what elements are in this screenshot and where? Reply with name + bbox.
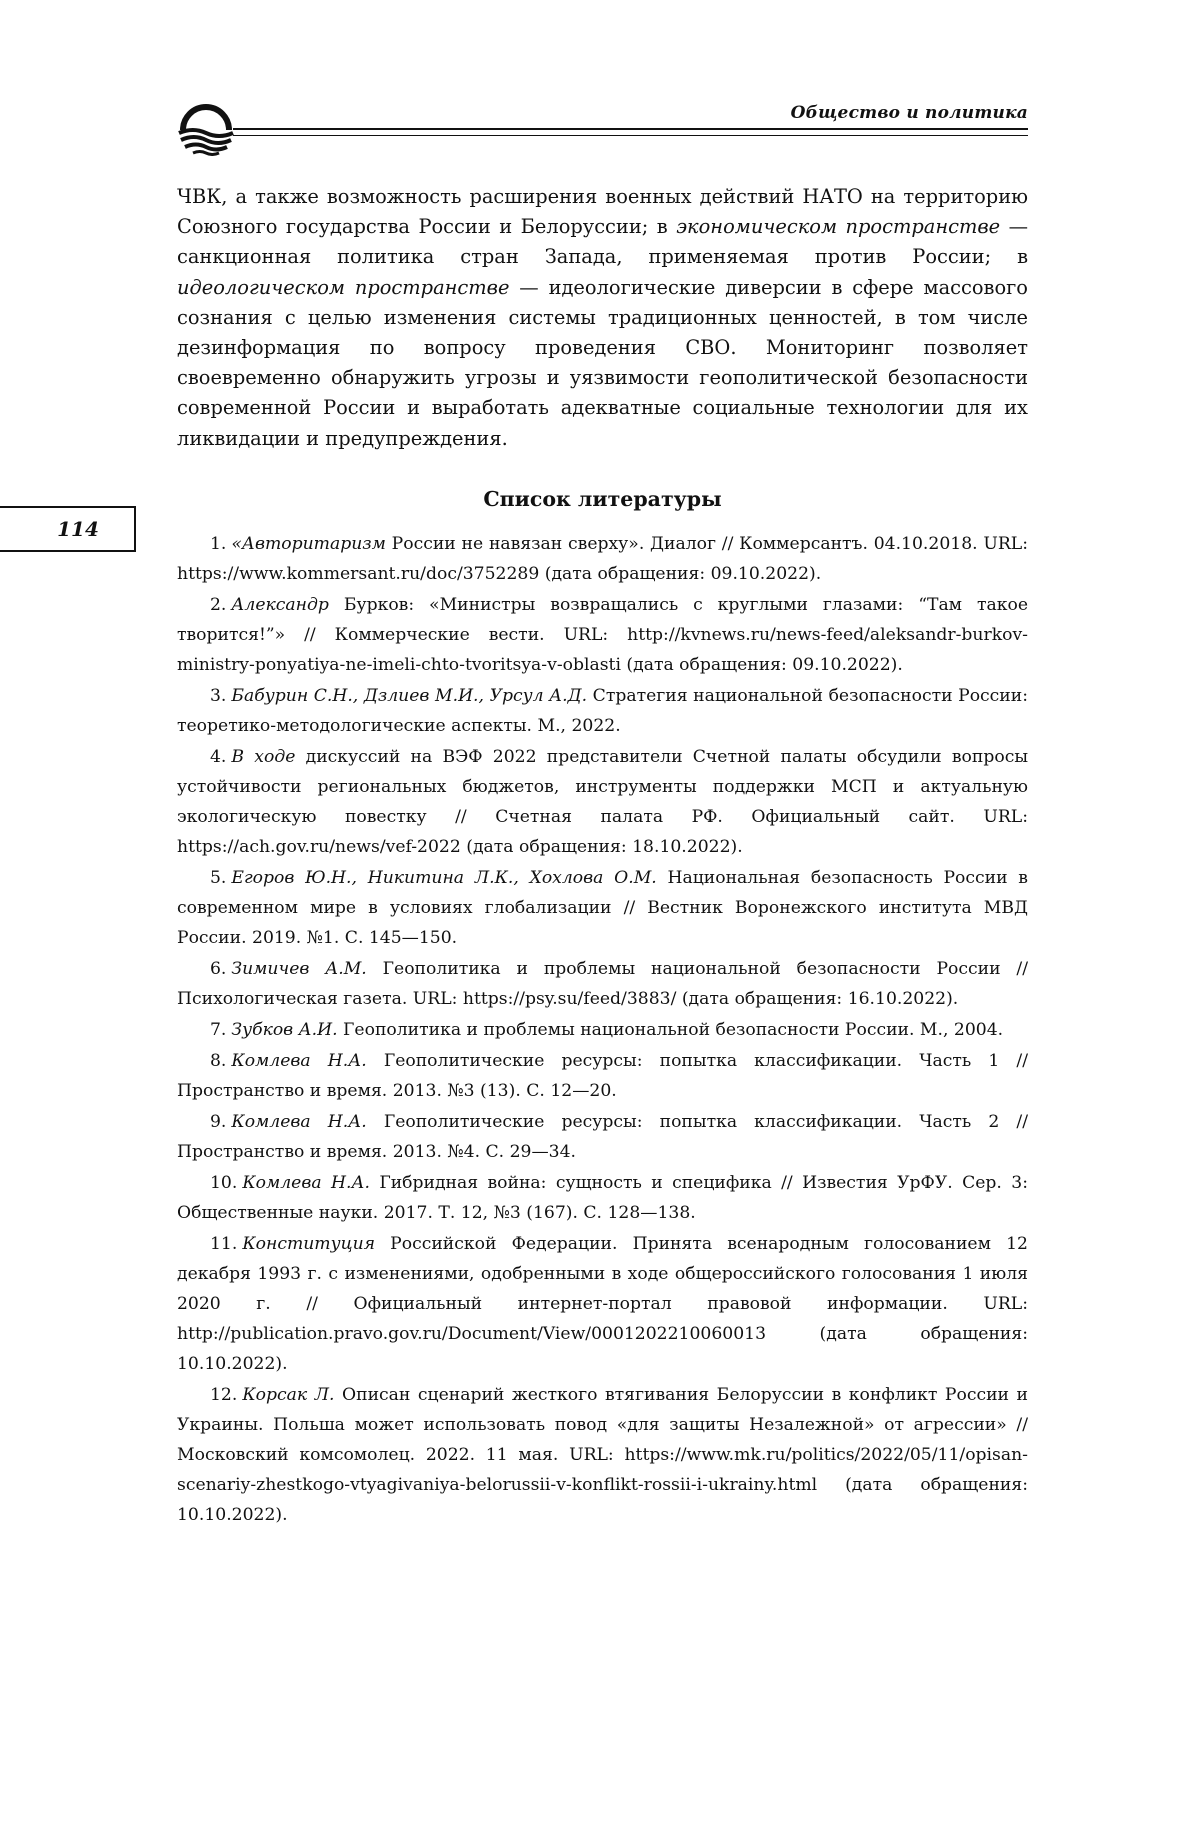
reference-author: Бабурин С.Н., Дзлиев М.И., Урсул А.Д. [231, 685, 588, 706]
body-paragraph [177, 182, 1028, 454]
reference-number: 12. [210, 1384, 238, 1405]
reference-item [177, 681, 1028, 741]
reference-text: дискуссий на ВЭФ 2022 представители Счетной палаты обсудили вопросы устойчивости региональных бюджетов, инструменты поддержки МСП и актуальную экологическую повестку // Счетная палата РФ. Официальный сайт. URL: https://ach.gov.ru/news/vef-2022 (дата обращения: 18.10.2022). [177, 746, 1028, 857]
reference-number: 5. [210, 867, 227, 888]
page-number-tab [0, 506, 136, 552]
reference-author: «Авторитаризм [231, 533, 386, 554]
reference-text: Геополитические ресурсы: попытка классификации. Часть 1 // Пространство и время. 2013. №3 (13). С. 12—20. [177, 1050, 1028, 1101]
page-content [177, 182, 1028, 1531]
header-rule-thin [233, 135, 1028, 136]
reference-text: Стратегия национальной безопасности России: теоретико-методологические аспекты. М., 2022. [177, 685, 1028, 736]
body-text: — санкционная политика стран Запада, применяемая против России; в [177, 215, 1028, 269]
reference-author: Корсак Л. [242, 1384, 335, 1405]
reference-number: 10. [210, 1172, 238, 1193]
references-list [177, 529, 1028, 1530]
reference-text: Российской Федерации. Принята всенародным голосованием 12 декабря 1993 г. с изменениями, одобренными в ходе общероссийского голосования 1 июля 2020 г. // Официальный интернет-портал правовой информации. URL: http://publication.pravo.gov.ru/Document/View/0001202210060013 (дата обращения: 10.10.2022). [177, 1233, 1028, 1374]
reference-text: Геополитика и проблемы национальной безопасности России // Психологическая газета. URL: https://psy.su/feed/3883/ (дата обращения: 16.10.2022). [177, 958, 1028, 1009]
reference-author: Комлева Н.А. [231, 1111, 367, 1132]
reference-author: Егоров Ю.Н., Никитина Л.К., Хохлова О.М. [231, 867, 657, 888]
page-number: 114 [57, 517, 99, 541]
body-text: — идеологические диверсии в сфере массового сознания с целью изменения системы традиционных ценностей, в том числе дезинформация по вопросу проведения СВО. Мониторинг позволяет своевременно обнаружить угрозы и уязвимости геополитической безопасности современной России и выработать адекватные социальные технологии для их ликвидации и предупреждения. [177, 275, 1028, 450]
reference-number: 8. [210, 1050, 227, 1071]
reference-text: Национальная безопасность России в современном мире в условиях глобализации // Вестник Воронежского института МВД России. 2019. №1. С. 145—150. [177, 867, 1028, 948]
reference-author: Зимичев А.М. [231, 958, 367, 979]
reference-author: Александр [231, 594, 329, 615]
reference-number: 4. [210, 746, 227, 767]
reference-number: 6. [210, 958, 227, 979]
reference-text: Геополитические ресурсы: попытка классификации. Часть 2 // Пространство и время. 2013. №4. С. 29—34. [177, 1111, 1028, 1162]
reference-number: 7. [210, 1019, 227, 1040]
reference-text: Описан сценарий жесткого втягивания Белоруссии в конфликт России и Украины. Польша может использовать повод «для защиты Незалежной» от агрессии» // Московский комсомолец. 2022. 11 мая. URL: https://www.mk.ru/politics/2022/05/11/opisan-scenariy-zhestkogo-vtyagivaniya-belorussii-v-konflikt-rossii-i-ukrainy.html (дата обращения: 10.10.2022). [177, 1384, 1029, 1525]
reference-text: России не навязан сверху». Диалог // Коммерсантъ. 04.10.2018. URL: https://www.kommersant.ru/doc/3752289 (дата обращения: 09.10.2022). [177, 533, 1028, 584]
reference-item [177, 863, 1028, 953]
reference-item [177, 529, 1028, 589]
reference-item [177, 1168, 1028, 1228]
reference-item [177, 1380, 1028, 1530]
body-emphasis: идеологическом пространстве [177, 275, 510, 299]
reference-text: Гибридная война: сущность и специфика // Известия УрФУ. Сер. 3: Общественные науки. 2017. Т. 12, №3 (167). С. 128—138. [177, 1172, 1028, 1223]
reference-item [177, 954, 1028, 1014]
reference-author: Комлева Н.А. [242, 1172, 370, 1193]
body-emphasis: экономическом пространстве [676, 215, 1001, 239]
body-text: ЧВК, а также возможность расширения военных действий НАТО на территорию Союзного государства России и Белоруссии; в [177, 185, 1028, 239]
reference-text: Бурков: «Министры возвращались с круглыми глазами: “Там такое творится!”» // Коммерческие вести. URL: http://kvnews.ru/news-feed/aleksandr-burkov-ministry-ponyatiya-ne-imeli-chto-tvoritsya-v-oblasti (дата обращения: 09.10.2022). [177, 594, 1028, 675]
journal-logo-icon [175, 100, 237, 156]
reference-number: 2. [210, 594, 227, 615]
reference-number: 11. [210, 1233, 238, 1254]
reference-item [177, 1046, 1028, 1106]
reference-number: 1. [210, 533, 227, 554]
reference-item [177, 1107, 1028, 1167]
reference-item [177, 742, 1028, 862]
reference-author: Комлева Н.А. [231, 1050, 367, 1071]
reference-author: В ходе [231, 746, 296, 767]
references-heading: Список литературы [483, 486, 722, 511]
reference-item [177, 590, 1028, 680]
reference-item [177, 1015, 1028, 1045]
header-rule [233, 128, 1028, 130]
reference-number: 9. [210, 1111, 227, 1132]
running-title: Общество и политика [790, 103, 1028, 123]
reference-author: Конституция [242, 1233, 376, 1254]
reference-item [177, 1229, 1028, 1379]
reference-text: Геополитика и проблемы национальной безопасности России. М., 2004. [337, 1019, 1004, 1040]
reference-number: 3. [210, 685, 227, 706]
reference-author: Зубков А.И. [231, 1019, 338, 1040]
